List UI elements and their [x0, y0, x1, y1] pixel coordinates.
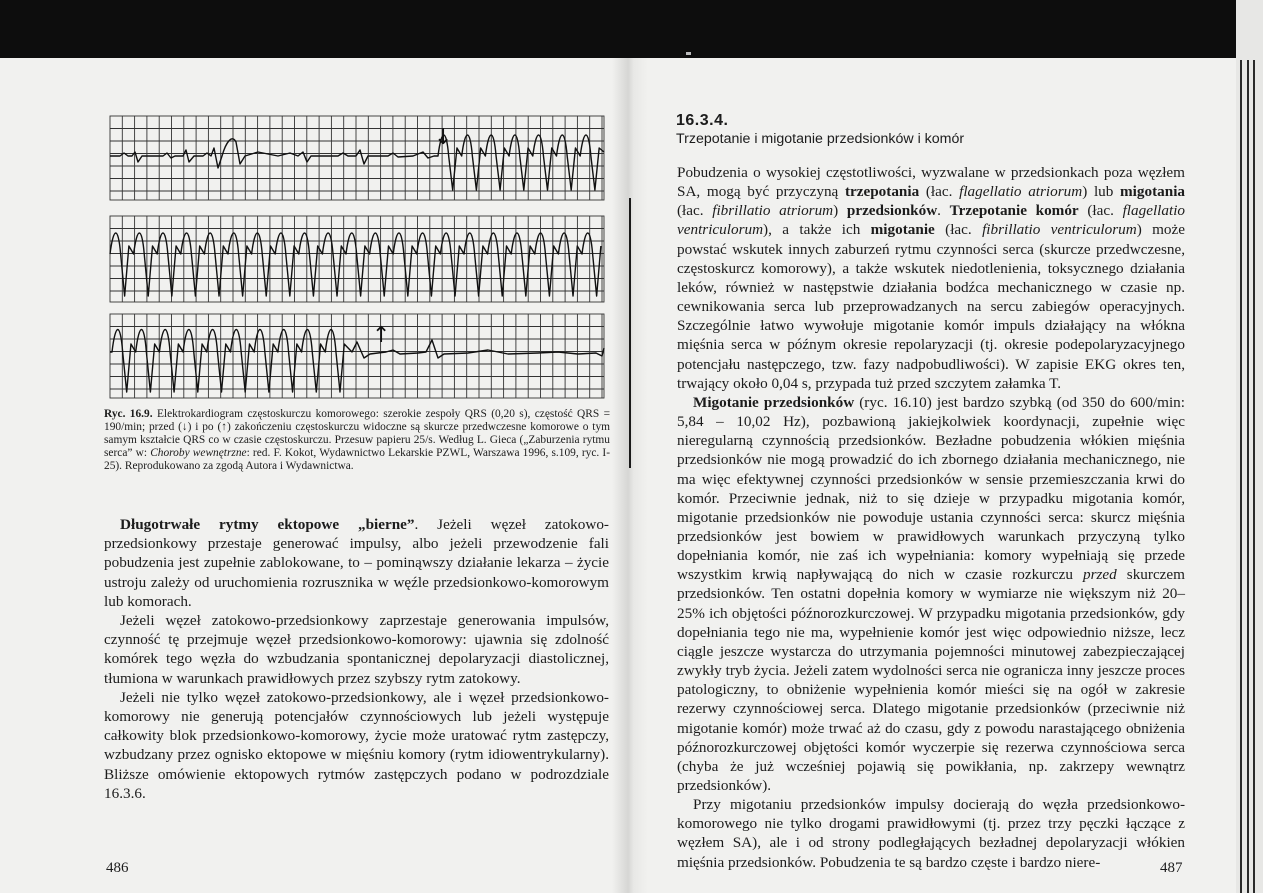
paragraph-lead: Długotrwałe rytmy ektopowe „bierne” — [120, 516, 415, 533]
edge-line — [1253, 60, 1255, 893]
paragraph: Przy migotaniu przedsionków impulsy docierają do węzła przedsionkowo-komorowego nie tylko drogami prawidłowymi (tj. przez trzy pęczki łączące z węzłem SA), ale i od strony podległających bezładnej depolaryzacji włókien mięśnia przedsionków. Pobudzenia te są bardzo częste i bardzo niere- — [677, 796, 1185, 871]
figure-label: Ryc. 16.9. — [104, 408, 153, 420]
ecg-arrow-up: ↑ — [372, 323, 391, 348]
paragraph-text: . Jeżeli węzeł zatokowo-przedsionkowy przestaje generować impulsy, albo jeżeli przewodzenie fali pobudzenia jest zupełnie zablokowane, to – pominąwszy działanie lekarza – życie ustroju zależy od uruchomienia rozrusznika w węźle przedsionkowo-komorowym lub komorach. — [104, 516, 609, 610]
page-number-left: 486 — [106, 860, 129, 876]
figure-caption-text: Elektrokardiogram częstoskurczu komorowego: szerokie zespoły QRS (0,20 s), częstość QRS = 190/min; przed (↓) i po (↑) zakończeniu częstoskurczu widoczne są skurcze przedwczesne komorowe o tym samym kształcie QRS co w czasie częstoskurczu. Przesuw papieru 25/s. Według L. Gieca („Zaburzenia rytmu serca” w: — [104, 408, 610, 459]
right-page-body — [677, 163, 1185, 872]
paragraph — [104, 515, 609, 611]
edge-line — [1247, 60, 1249, 893]
figure-caption-text-end: : red. F. Kokot, Wydawnictwo Lekarskie PZWL, Warszawa 1996, s.109, ryc. I-25). Reprodukowano za zgodą Autora i Wydawnictwa. — [104, 447, 610, 472]
section-number: 16.3.4. — [676, 112, 729, 129]
ecg-strip-2 — [108, 214, 606, 304]
ecg-grid — [110, 116, 604, 200]
ecg-strip-1-plot — [108, 112, 606, 202]
figure-caption — [104, 408, 610, 473]
ecg-grid — [110, 314, 604, 398]
paragraph: Jeżeli nie tylko węzeł zatokowo-przedsionkowy, ale i węzeł przedsionkowo-komorowy nie generują potencjałów czynnościowych lub jeżeli występuje całkowity blok przedsionkowo-komorowy, życie może uratować rytm zastępczy, wzbudzany przez ognisko ektopowe w mięśniu komory (rytm idiowentrykularny). Bliższe omówienie ektopowych rytmów zastępczych podano w podrozdziale 16.3.6. — [104, 688, 609, 802]
ecg-strip-3 — [108, 312, 606, 402]
scan-top-band — [0, 0, 1263, 58]
paragraph: Migotanie przedsionków (ryc. 16.10) jest bardzo szybką (od 350 do 600/min: 5,84 – 10,02 Hz), pozbawioną jakiejkolwiek koordynacji, zupełnie więc nieregularną czynnością przedsionków. Bezładne pobudzenia włókien mięśnia przedsionków nie mogą prowadzić do ich zbornego działania mechanicznego, nie ma więc efektywnej czynności przedsionków w sensie przemieszczania krwi do komór. Przeciwnie jednak, niż to się dzieje w przypadku migotania komór, migotanie przedsionków nie powoduje ustania czynności serca: skurcz mięśnia przedsionków jest bowiem w prawidłowych warunkach przyczyną tylko dopełniania komór, nie zaś ich wypełniania: komory wypełniają się przede wszystkim krwią napływającą do nich w czasie rozkurczu przed skurczem przedsionków. Ten ostatni dopełnia komory w wymiarze nie większym niż 20–25% ich objętości późnorozkurczowej. W przypadku migotania przedsionków, gdy dopełniania tego nie ma, wypełnienie komór jest więc odpowiednio niższe, lecz ciągle jeszcze wystarcza do utrzymania pojemności minutowej zabezpieczającej zwykły tryb życia. Jeżeli zatem wydolności serca nie ogranicza inny jeszcze proces patologiczny, to obniżenie wypełnienia komór mieści się na ogół w zakresie rezerwy czynnościowej serca. Dlatego migotanie przedsionków (przeciwnie niż migotanie komór) może trwać aż do czasu, gdy z powodu narastającego obniżenia późnorozkurczowej objętości komór wyczerpie się rezerwa czynnościowa serca (chyba że już wcześniej pojawią się powikłania, np. zakrzepy wewnątrz przedsionków). — [677, 393, 1185, 794]
figure-caption-source: Choroby wewnętrzne — [150, 447, 247, 459]
paragraph: Jeżeli węzeł zatokowo-przedsionkowy zaprzestaje generowania impulsów, czynność tę przejmuje węzeł przedsionkowo-komorowy: ujawnia się zdolność komórek tego węzła do wzbudzania spontanicznej depolaryzacji diastolicznej, tłumiona w warunkach prawidłowych przez szybszy rytm zatokowy. — [104, 612, 609, 687]
binding-mark — [628, 198, 632, 468]
book-gutter — [612, 58, 648, 893]
left-page-body — [104, 515, 609, 803]
ecg-strip-3-plot — [108, 312, 606, 402]
paragraph: Pobudzenia o wysokiej częstotliwości, wyzwalane w przedsionkach poza węzłem SA, mogą być przyczyną trzepotania (łac. flagellatio atriorum) lub migotania (łac. fibrillatio atriorum) przedsionków. Trzepotanie komór (łac. flagellatio ventriculorum), a także ich migotanie (łac. fibrillatio ventriculorum) może powstać wskutek innych zaburzeń rytmu czynności serca (skurcze przedwczesne, częstoskurcz komorowy), a także wskutek niedotlenienia, toksycznego działania leków, również w następstwie działania bodźca mechanicznego w czasie np. cewnikowania serca lub przeprowadzanych na sercu zabiegów operacyjnych. Szczególnie łatwo wywołuje migotanie komór impuls działający na włókna mięśnia serca w późnym okresie repolaryzacji (tj. okresie podepolaryzacyjnego potencjału następczego, tzw. fazy nadpobudliwości). W zapisie EKG okres ten, trwający około 0,04 s, przypada tuż przed szczytem załamka T. — [677, 164, 1186, 392]
scan-speck — [686, 52, 691, 55]
ecg-strip-2-plot — [108, 214, 606, 304]
page-number-right: 487 — [1160, 860, 1183, 876]
ecg-arrow-down: ↓ — [434, 125, 453, 150]
page-edge — [1236, 0, 1263, 893]
section-title: Trzepotanie i migotanie przedsionków i komór — [676, 131, 965, 147]
edge-line — [1240, 60, 1242, 893]
ecg-strip-1 — [108, 112, 606, 202]
